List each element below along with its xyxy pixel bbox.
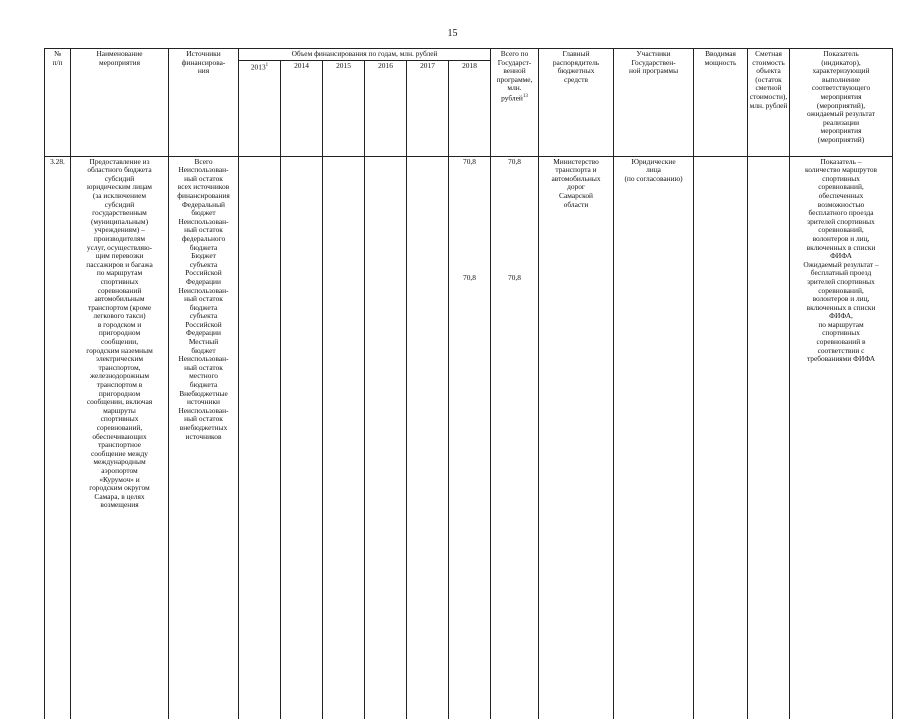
row-estimate	[748, 156, 790, 719]
header-year-2016: 2016	[365, 60, 407, 156]
row-2014	[281, 156, 323, 719]
row-sum-region: 70,8	[508, 273, 521, 283]
header-name: Наименование мероприятия	[71, 49, 169, 157]
header-volume: Объем финансирования по годам, млн. рублей	[239, 49, 491, 61]
header-year-2013	[239, 60, 281, 156]
header-year-2017: 2017	[407, 60, 449, 156]
row-sources: Всего Неиспользован- ный остаток всех источников финансирования Федеральный бюджет Неиспользован- ный остаток федерального бюджета Бюджет субъекта Российской Федерации Неиспользован- ный остаток бюджета субъекта Российской Федерации Местный бюджет Неиспользован- ный остаток местного бюджета Внебюджетные источники Неиспользован- ный остаток внебюджетных источников	[169, 156, 239, 719]
row-sum	[491, 156, 539, 719]
row-2018-total: 70,8	[463, 156, 476, 166]
row-indicator: Показатель – количество маршрутов спортивных соревнований, обеспеченных возможностью бесплатного проезда зрителей спортивных соревнований, волонтеров и лиц, включенных в списки ФИФА Ожидаемый результат – бесплатный проезд зрителей спортивных соревнований, волонтеров и лиц, включенных в списки ФИФА, по маршрутам спортивных соревнований в соответствии с требованиями ФИФА	[790, 156, 893, 719]
header-year-2018: 2018	[449, 60, 491, 156]
row-name: Предоставление из областного бюджета субсидий юридическим лицам (за исключением субсидий государственным (муниципальным) учреждениям) – производителям услуг, осуществляю- щим перевозки пассажиров и багажа по маршрутам спортивных соревнований автомобильным транспортом (кроме легкового такси) в городском и пригородном сообщении, городским наземным электрическим транспортом, железнодорожным транспортом в пригородном сообщении, включая маршруты спортивных соревнований, обеспечивающих транспортное сообщение между международным аэропортом «Курумоч» и городским округом Самара, в целях возмещения	[71, 156, 169, 719]
row-2016	[365, 156, 407, 719]
header-total-text: Всего по Государст- венной программе, млн. рублей	[496, 49, 533, 103]
header-main-manager: Главный распорядитель бюджетных средств	[539, 49, 614, 157]
program-table	[44, 48, 893, 719]
year-2013-sup: 1	[265, 62, 269, 68]
row-2018-region: 70,8	[463, 273, 476, 283]
page-number: 15	[447, 28, 458, 39]
header-year-2014: 2014	[281, 60, 323, 156]
header-participants: Участники Государствен- ной программы	[614, 49, 694, 157]
header-total	[491, 49, 539, 157]
table-header-row	[45, 49, 893, 61]
header-indicator: Показатель (индикатор), характеризующий выполнение соответствующего мероприятия (мероприятий), ожидаемый результат реализации мероприятия (мероприятий)	[790, 49, 893, 157]
header-sources: Источники финансирова- ния	[169, 49, 239, 157]
year-2013-label: 2013	[250, 62, 266, 72]
row-2015	[323, 156, 365, 719]
row-capacity	[694, 156, 748, 719]
header-year-2015: 2015	[323, 60, 365, 156]
row-2017	[407, 156, 449, 719]
row-sum-total: 70,8	[508, 156, 521, 166]
row-participants: Юридические лица (по согласованию)	[614, 156, 694, 719]
header-estimate: Сметная стоимость объекта (остаток сметной стоимости), млн. рублей	[748, 49, 790, 157]
header-capacity: Вводимая мощность	[694, 49, 748, 157]
header-num: № п/п	[45, 49, 71, 157]
row-main-manager: Министерство транспорта и автомобильных дорог Самарской области	[539, 156, 614, 719]
header-total-sup: 13	[522, 93, 528, 99]
row-2018	[449, 156, 491, 719]
row-2013	[239, 156, 281, 719]
table-row	[45, 156, 893, 719]
row-num: 3.28.	[45, 156, 71, 719]
